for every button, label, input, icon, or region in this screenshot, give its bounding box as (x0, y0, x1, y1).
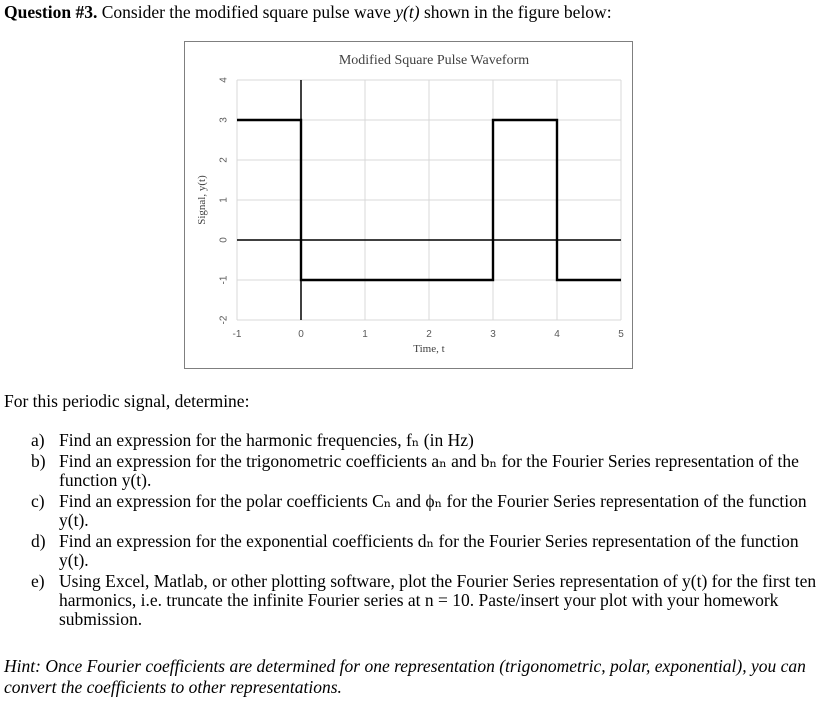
part-item (31, 572, 821, 629)
question-label: Question #3. (4, 2, 98, 22)
question-signal: y(t) (395, 2, 420, 22)
parts-list (31, 431, 821, 631)
waveform-chart (184, 41, 633, 369)
question-tail: shown in the figure below: (423, 2, 612, 22)
part-marker: b) (31, 451, 46, 471)
y-tick-label: 3 (218, 117, 230, 123)
part-text: Find an expression for the trigonometric coefficients aₙ and bₙ for the Fourier Series representation of the function y(t). (59, 451, 799, 490)
chart-title: Modified Square Pulse Waveform (338, 53, 530, 68)
y-axis-label: Signal, y(t) (196, 175, 208, 225)
x-tick-label: 2 (426, 329, 432, 340)
part-marker: d) (31, 531, 46, 551)
y-tick-label: 0 (218, 237, 230, 243)
part-marker: c) (31, 491, 45, 511)
x-tick-label: -1 (232, 329, 242, 340)
x-tick-label: 0 (298, 329, 304, 340)
part-text: Using Excel, Matlab, or other plotting software, plot the Fourier Series representation of y(t) for the first ten harmonics, i.e. truncate the infinite Fourier series at n = 10. Paste/insert your plot with your homework submission. (59, 571, 817, 629)
part-item (31, 492, 821, 530)
y-tick-label: 2 (218, 157, 230, 163)
part-text: Find an expression for the harmonic frequencies, fₙ (in Hz) (59, 430, 474, 450)
part-item (31, 431, 821, 450)
intro-text: For this periodic signal, determine: (4, 391, 250, 411)
waveform-svg (185, 42, 634, 370)
x-axis-label: Time, t (413, 343, 445, 355)
part-marker: e) (31, 571, 45, 591)
question-heading (4, 2, 612, 23)
part-marker: a) (31, 430, 45, 450)
x-tick-label: 1 (362, 329, 368, 340)
part-item (31, 452, 821, 490)
question-text: Consider the modified square pulse wave (101, 2, 391, 22)
y-tick-label: 1 (218, 197, 230, 203)
y-tick-label: 4 (218, 77, 230, 83)
x-tick-label: 5 (618, 329, 624, 340)
part-text: Find an expression for the exponential coefficients dₙ for the Fourier Series representation of the function y(t). (59, 531, 799, 570)
y-tick-label: -2 (218, 315, 230, 325)
part-item (31, 532, 821, 570)
y-tick-label: -1 (218, 275, 230, 285)
x-tick-label: 3 (490, 329, 496, 340)
part-text: Find an expression for the polar coefficients Cₙ and ϕₙ for the Fourier Series representation of the function y(t). (59, 491, 807, 530)
hint-text: Hint: Once Fourier coefficients are determined for one representation (trigonometric, polar, exponential), you can convert the coefficients to other representations. (4, 656, 806, 697)
x-tick-label: 4 (554, 329, 560, 340)
